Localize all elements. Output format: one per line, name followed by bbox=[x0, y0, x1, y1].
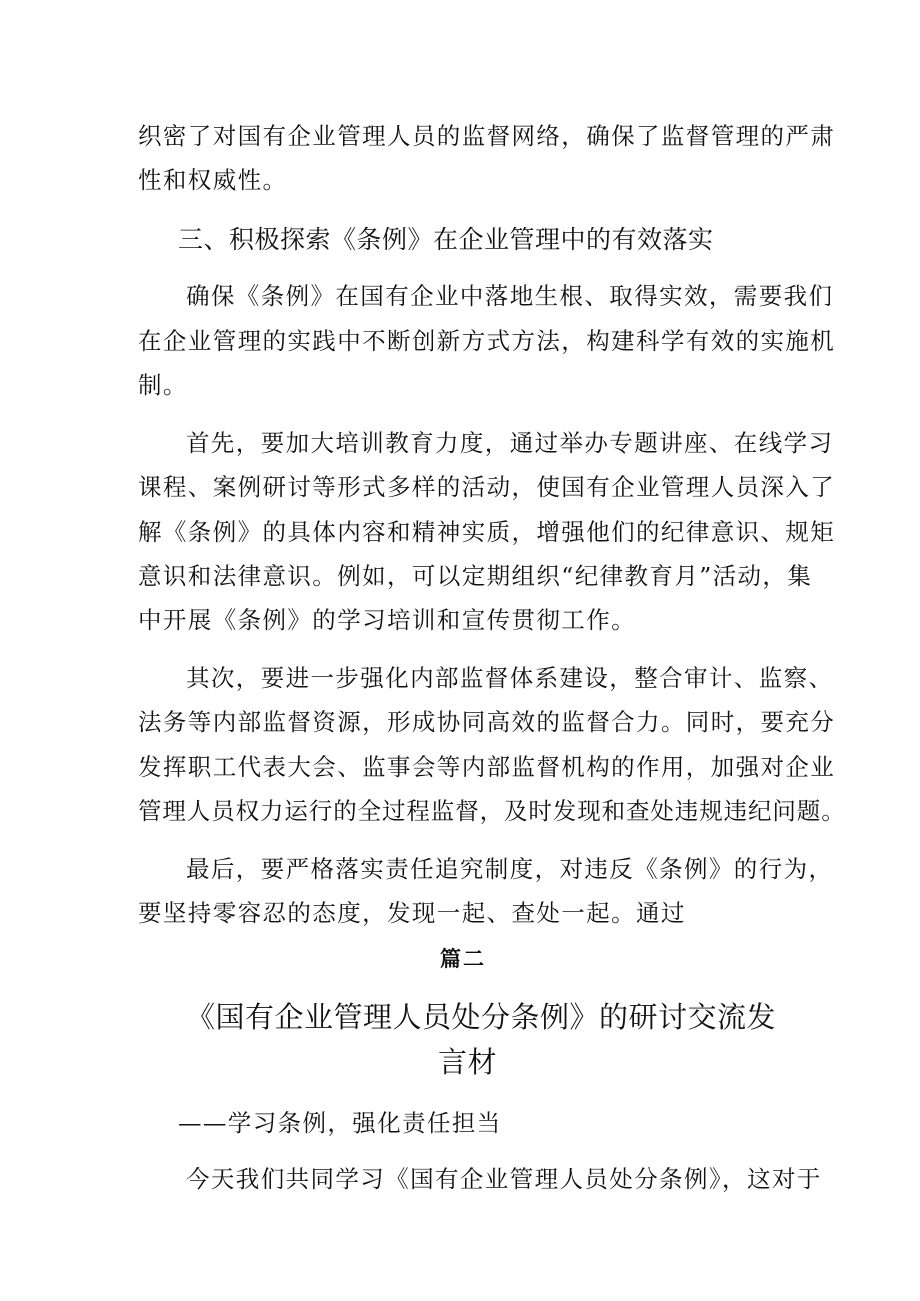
article-title-line-2: 言材 bbox=[438, 1045, 498, 1079]
section-heading: 三、积极探索《条例》在企业管理中的有效落实 bbox=[178, 225, 714, 254]
para2-line-5: 中开展《条例》的学习培训和宣传贯彻工作。 bbox=[138, 606, 636, 634]
para3-line-3: 发挥职工代表大会、监事会等内部监督机构的作用，加强对企业 bbox=[138, 753, 836, 781]
para2-line-4: 意识和法律意识。例如，可以定期组织“纪律教育月”活动，集 bbox=[138, 562, 813, 590]
para1-line-3: 制。 bbox=[138, 371, 188, 399]
para2-line-2: 课程、案例研讨等形式多样的活动，使国有企业管理人员深入了 bbox=[138, 473, 836, 501]
para2-line-1: 首先，要加大培训教育力度，通过举办专题讲座、在线学习 bbox=[186, 429, 834, 457]
article-label: 篇二 bbox=[440, 947, 486, 971]
intro-line-1: 织密了对国有企业管理人员的监督网络，确保了监督管理的严肃 bbox=[138, 122, 836, 150]
intro-line-2: 性和权威性。 bbox=[138, 166, 288, 194]
para3-line-4: 管理人员权力运行的全过程监督，及时发现和查处违规违纪问题。 bbox=[138, 797, 846, 825]
article-title-line-1: 《国有企业管理人员处分条例》的研讨交流发 bbox=[186, 1000, 777, 1034]
para2-line-3: 解《条例》的具体内容和精神实质，增强他们的纪律意识、规矩 bbox=[138, 518, 836, 546]
para3-line-1: 其次，要进一步强化内部监督体系建设，整合审计、监察、 bbox=[186, 664, 834, 692]
article-subtitle: ——学习条例，强化责任担当 bbox=[178, 1109, 502, 1137]
para4-line-1: 最后，要严格落实责任追究制度，对违反《条例》的行为， bbox=[186, 855, 834, 883]
para1-line-2: 在企业管理的实践中不断创新方式方法，构建科学有效的实施机 bbox=[138, 327, 836, 355]
para3-line-2: 法务等内部监督资源，形成协同高效的监督合力。同时，要充分 bbox=[138, 708, 836, 736]
para4-line-2: 要坚持零容忍的态度，发现一起、查处一起。通过 bbox=[138, 899, 686, 927]
para1-line-1: 确保《条例》在国有企业中落地生根、取得实效，需要我们 bbox=[186, 282, 834, 310]
article-para1-line-1: 今天我们共同学习《国有企业管理人员处分条例》，这对于 bbox=[186, 1165, 822, 1193]
